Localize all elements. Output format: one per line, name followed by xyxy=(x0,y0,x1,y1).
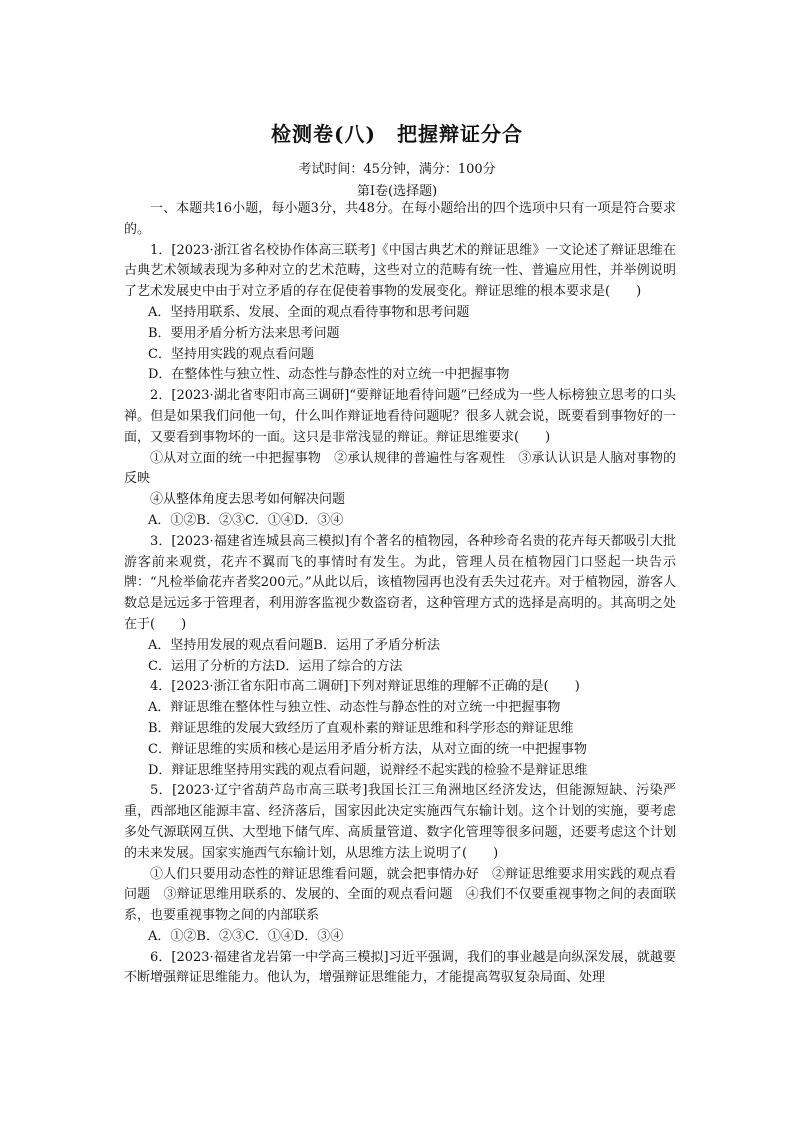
question-1-stem: 1．[2023·浙江省名校协作体高三联考]《中国古典艺术的辩证思维》一文论述了辩证思维在古典艺术领域表现为多种对立的艺术范畴，这些对立的范畴有统一性、普遍应用性，并举例说明了艺术发展史中由于对立矛盾的存在促使着事物的发展变化。辩证思维的根本要求是( ) xyxy=(124,242,676,300)
question-5-options: A．①②B．②③C．①④D．③④ xyxy=(148,928,344,944)
question-5-stem: 5．[2023·辽宁省葫芦岛市高三联考]我国长江三角洲地区经济发达，但能源短缺、污染严重，西部地区能源丰富、经济落后，国家因此决定实施西气东输计划。这个计划的实施，要考虑多处气源联网互供、大型地下储气库、高质量管道、数字化管理等很多问题，还要考虑这个计划的未来发展。国家实施西气东输计划，从思维方法上说明了( ) xyxy=(124,783,676,861)
question-body xyxy=(124,199,676,989)
instructions: 一、本题共16小题，每小题3分，共48分。在每小题给出的四个选项中只有一项是符合要求的。 xyxy=(124,201,676,237)
question-1-option-b: B．要用矛盾分析方法来思考问题 xyxy=(148,325,340,341)
question-3-stem: 3．[2023·福建省连城县高三模拟]有个著名的植物园，各种珍奇名贵的花卉每天都吸引大批游客前来观赏，花卉不翼而飞的事情时有发生。为此，管理人员在植物园门口竖起一块告示牌：“凡检举偷花卉者奖200元。”从此以后，该植物园再也没有丢失过花卉。对于植物园，游客人数总是远远多于管理者，利用游客监视少数盗窃者，这种管理方式的选择是高明的。其高明之处在于( ) xyxy=(124,533,676,632)
question-4-option-c: C．辩证思维的实质和核心是运用矛盾分析方法，从对立面的统一中把握事物 xyxy=(148,741,587,757)
question-4-option-d: D．辩证思维坚持用实践的观点看问题，说辩经不起实践的检验不是辩证思维 xyxy=(148,762,588,778)
section-heading: 第Ⅰ卷(选择题) xyxy=(356,184,438,199)
question-2-items-2: ④从整体角度去思考如何解决问题 xyxy=(150,492,346,508)
question-2-stem: 2．[2023·湖北省枣阳市高三调研]“要辩证地看待问题”已经成为一些人标榜独立思考的口头禅。但是如果我们问他一句，什么叫作辩证地看待问题呢？很多人就会说，既要看到事物好的一面，又要看到事物坏的一面。这只是非常浅显的辩证。辩证思维要求( ) xyxy=(124,388,676,445)
question-2-options: A．①②B．②③C．①④D．③④ xyxy=(148,512,344,528)
question-2-items: ①从对立面的统一中把握事物 ②承认规律的普遍性与客观性 ③承认认识是人脑对事物的反映 xyxy=(124,450,676,487)
question-1-option-a: A．坚持用联系、发展、全面的观点看待事物和思考问题 xyxy=(148,304,470,320)
question-4-option-b: B．辩证思维的发展大致经历了直观朴素的辩证思维和科学形态的辩证思维 xyxy=(148,720,574,736)
question-4-option-a: A．辩证思维在整体性与独立性、动态性与静态性的对立统一中把握事物 xyxy=(148,700,561,716)
question-5-items: ①人们只要用动态性的辩证思维看问题，就会把事情办好 ②辩证思维要求用实践的观点看问题 ③辩证思维用联系的、发展的、全面的观点看问题 ④我们不仅要重视事物之间的表面联系，也要重视事物之间的内部联系 xyxy=(124,866,676,924)
page-title: 检测卷(八) 把握辩证分合 xyxy=(271,122,523,146)
question-1-option-c: C．坚持用实践的观点看问题 xyxy=(148,346,314,362)
exam-info: 考试时间：45分钟，满分：100分 xyxy=(298,162,496,177)
question-3-options-ab: A．坚持用发展的观点看问题B．运用了矛盾分析法 xyxy=(148,637,440,653)
question-4-stem: 4．[2023·浙江省东阳市高二调研]下列对辩证思维的理解不正确的是( ) xyxy=(150,679,580,695)
question-6-stem: 6．[2023·福建省龙岩第一中学高三模拟]习近平强调，我们的事业越是向纵深发展，就越要不断增强辩证思维能力。他认为，增强辩证思维能力，才能提高驾驭复杂局面、处理 xyxy=(124,949,676,986)
question-3-options-cd: C．运用了分析的方法D．运用了综合的方法 xyxy=(148,658,403,674)
question-1-option-d: D．在整体性与独立性、动态性与静态性的对立统一中把握事物 xyxy=(148,367,510,383)
